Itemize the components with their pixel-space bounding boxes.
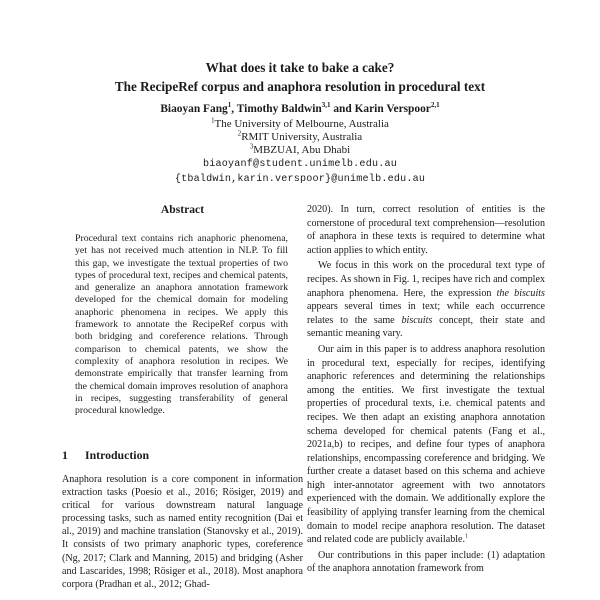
paper-title <box>0 58 600 97</box>
email-address: biaoyanf@student.unimelb.edu.au <box>203 159 397 171</box>
left-column <box>62 203 303 600</box>
abstract-heading: Abstract <box>160 203 205 216</box>
authors-line: Biaoyan Fang$^1$, Timothy Baldwin$^{3,1}$ and Karin Verspoor$^{2,1}$ <box>160 100 440 115</box>
affiliation-line: $^2$RMIT University, Australia <box>237 130 363 143</box>
section-number: 1 <box>62 448 68 462</box>
abstract-text: Procedural text contains rich anaphoric phenomena, yet has not received much attention in NLP. To fill this gap, we investigate the textual properties of two types of procedural text, recipes and chemical patents, and generalize an anaphora annotation framework developed for the chemical domain for modeling anaphoric phenomena in recipes. We apply this framework to annotate the RecipeRef corpus with both bridging and coreference relations. Through comparison to chemical patents, we show the complexity of anaphora resolution in recipes. We demonstrate empirically that transfer learning from the chemical domain improves resolution of anaphora in recipes, suggesting transferability of general procedural knowledge. <box>75 233 288 417</box>
paragraph: Our contributions in this paper include: (1) adaptation of the anaphora annotation framework from <box>307 549 545 575</box>
title-line-2: The RecipeRef corpus and anaphora resolution in procedural text <box>114 79 486 95</box>
paragraph: We focus in this work on the procedural text type of recipes. As shown in Fig. 1, recipes have rich and complex anaphora phenomena. Here, the expression the biscuits appears several times in text; while each occurrence relates to the same biscuits concept, their state and semantic meaning vary. <box>307 260 545 340</box>
affiliation-line: $^1$The University of Melbourne, Australia <box>211 116 389 130</box>
affiliation-line: $^3$MBZUAI, Abu Dhabi <box>249 143 351 157</box>
abstract-body <box>75 233 288 417</box>
right-column-text <box>307 203 545 576</box>
section-heading-introduction <box>62 448 149 463</box>
email-address: {tbaldwin,karin.verspoor}@unimelb.edu.au <box>174 173 426 185</box>
title-line-1: What does it take to bake a cake? <box>205 60 395 75</box>
section-title: Introduction <box>85 448 150 462</box>
emails-block <box>0 158 600 186</box>
paragraph: Anaphora resolution is a core component in information extraction tasks (Poesio et al., 2016; Rösiger, 2019) and critical for various downstream natural language processing tasks, such as named entity recognition (Dai et al., 2019) and machine translation (Stanovsky et al., 2019). It consists of two primary anaphoric types, coreference (Ng, 2017; Clark and Manning, 2015) and bridging (Asher and Lascarides, 1998; Rösiger et al., 2018). Most anaphora corpora (Pradhan et al., 2012; Ghad- <box>62 474 303 590</box>
affiliations <box>0 118 600 158</box>
paragraph: 2020). In turn, correct resolution of entities is the cornerstone of procedural text comprehension—resolution of anaphora in these texts is required to determine what action applies to which entity. <box>307 204 545 256</box>
paragraph: Our aim in this paper is to address anaphora resolution in procedural text, especially for recipes, identifying anaphoric references and determining the relationships among the entities. We first investigate the textual properties of procedural texts, i.e. chemical patents and recipes. We then adapt an existing anaphora annotation schema developed for chemical patents (Fang et al., 2021a,b) to recipes, and define four types of anaphora relationships, encompassing coreference and bridging. We further create a dataset based on this schema and achieve high inter-annotator agreement with two annotators experienced with the domain. We additionally explore the feasibility of applying transfer learning from the chemical domain to model recipe anaphora resolution. The dataset and related code are publicly available.$^1$ <box>307 343 545 546</box>
right-column <box>307 203 545 600</box>
introduction-text <box>62 473 303 591</box>
paper-header <box>0 58 600 187</box>
